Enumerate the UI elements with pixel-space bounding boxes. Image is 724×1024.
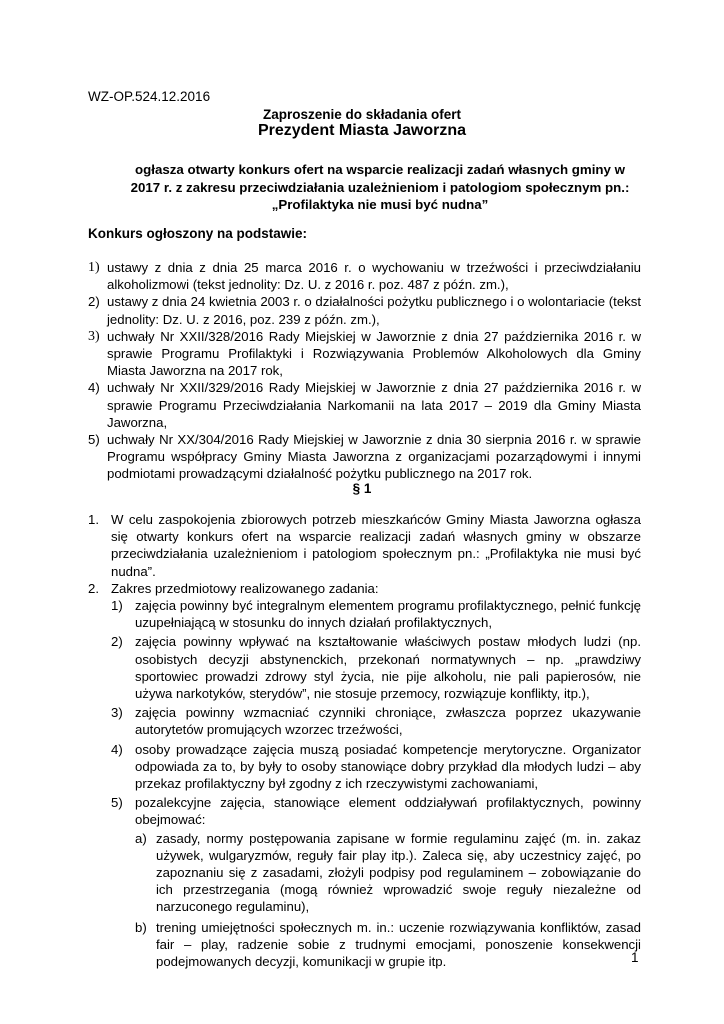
list-number: 2) xyxy=(111,634,123,650)
legal-basis-list xyxy=(88,259,641,483)
list-text: uchwały Nr XXII/329/2016 Rady Miejskiej w Jaworznie z dnia 27 października 2016 r. w sprawie Programu Przeciwdziałania Narkomanii na lata 2017 – 2019 dla Gminy Miasta Jaworzna, xyxy=(107,380,641,430)
list-number: 2) xyxy=(88,294,100,310)
announcement: ogłasza otwarty konkurs ofert na wsparcie realizacji zadań własnych gminy w 2017 r. z zakresu przeciwdziałania uzależnieniom i patologiom społecznym pn.: „Profilaktyka nie musi być nudna” xyxy=(130,162,630,212)
legal-basis-item-1 xyxy=(88,259,641,293)
legal-basis-item-2 xyxy=(88,293,641,327)
list-text: trening umiejętności społecznych m. in.: uczenie rozwiązywania konfliktów, zasad fair – play, radzenie sobie z trudnymi emocjami, ponoszenie konsekwencji podejmowanych decyzji, komunikacji w grupie itp. xyxy=(156,919,641,970)
scope-item-1 xyxy=(111,597,641,631)
scope-subitem-a xyxy=(135,830,641,916)
section-item-2 xyxy=(88,580,641,970)
document-reference: WZ-OP.524.12.2016 xyxy=(88,89,211,104)
page-number: 1 xyxy=(631,950,639,965)
list-letter: a) xyxy=(135,830,147,846)
list-number: 4) xyxy=(88,380,100,396)
list-text: uchwały Nr XX/304/2016 Rady Miejskiej w Jaworznie z dnia 30 sierpnia 2016 r. w sprawie Programu współpracy Gminy Miasta Jaworzna z organizacjami pozarządowymi i innymi podmiotami prowadzącymi działalność pożytku publicznego na 2017 rok. xyxy=(107,432,641,482)
legal-basis-item-4 xyxy=(88,379,641,431)
list-text: osoby prowadzące zajęcia muszą posiadać kompetencje merytoryczne. Organizator odpowiada za to, by były to osoby stanowiące dobry przykład dla młodych ludzi – aby przekaz profilaktyczny był zgodny z ich rzeczywistymi zachowaniami, xyxy=(135,741,641,792)
list-text: zajęcia powinny wzmacniać czynniki chroniące, zwłaszcza poprzez ukazywanie autorytetów promujących wzorzec trzeźwości, xyxy=(135,705,641,738)
list-number: 1) xyxy=(88,260,100,275)
section-mark: § 1 xyxy=(352,481,372,496)
list-letter: b) xyxy=(135,919,147,935)
scope-item-4 xyxy=(111,741,641,793)
list-text: zasady, normy postępowania zapisane w formie regulaminu zajęć (m. in. zakaz używek, wulgaryzmów, reguły fair play itp.). Zaleca się, aby uczestnicy zajęć, po zapoznaniu się z zasadami, złożyli podpisy pod regulaminem – zobowiązanie do ich przestrzegania (mogą również wprowadzić swoje reguły niezależne od narzuconego regulaminu), xyxy=(156,830,641,915)
list-text: zajęcia powinny wpływać na kształtowanie właściwych postaw młodych ludzi (np. osobistych decyzji abstynenckich, przekonań normatywnych – np. „prawdziwy sportowiec prowadzi zdrowy styl życia, nie pije alkoholu, nie pali papierosów, nie używa narkotyków, sterydów”, nie stosuje przemocy, rozwiązuje konflikty, itp.), xyxy=(135,634,641,702)
scope-list xyxy=(111,597,641,970)
mayor-title: Prezydent Miasta Jaworzna xyxy=(257,122,467,139)
section-1-list xyxy=(88,511,641,970)
scope-item-2 xyxy=(111,633,641,702)
section-item-1 xyxy=(88,511,641,580)
legal-basis-item-5 xyxy=(88,431,641,483)
list-text: uchwały Nr XXII/328/2016 Rady Miejskiej w Jaworznie z dnia 27 października 2016 r. w sprawie Programu Profilaktyki i Rozwiązywania Problemów Alkoholowych dla Gminy Miasta Jaworzna na 2017 rok, xyxy=(107,328,641,379)
list-number: 5) xyxy=(111,795,123,811)
legal-basis-item-3 xyxy=(88,328,641,380)
scope-subitem-b xyxy=(135,919,641,971)
scope-item-5 xyxy=(111,794,641,970)
list-number: 2. xyxy=(88,580,99,596)
list-number: 1. xyxy=(88,512,99,527)
invite-title: Zaproszenie do składania ofert xyxy=(262,107,462,122)
list-number: 5) xyxy=(88,432,100,448)
list-text: ustawy z dnia z dnia 25 marca 2016 r. o wychowaniu w trzeźwości i przeciwdziałaniu alkoholizmowi (tekst jednolity: Dz. U. z 2016 r. poz. 487 z późn. zm.), xyxy=(107,260,641,293)
list-text: pozalekcyjne zajęcia, stanowiące element oddziaływań profilaktycznych, powinny obejmować: xyxy=(135,795,641,828)
list-number: 4) xyxy=(111,741,123,757)
list-text: Zakres przedmiotowy realizowanego zadania: xyxy=(111,580,379,596)
scope-item-3 xyxy=(111,704,641,738)
list-text: W celu zaspokojenia zbiorowych potrzeb mieszkańców Gminy Miasta Jaworzna ogłasza się otwarty konkurs ofert na wsparcie realizacji zadań własnych gminy w obszarze przeciwdziałania uzależnieniom i patologiom społecznym pn.: „Profilaktyka nie musi być nudna”. xyxy=(111,512,641,579)
list-text: ustawy z dnia 24 kwietnia 2003 r. o działalności pożytku publicznego i o wolontariacie (tekst jednolity: Dz. U. z 2016, poz. 239 z późn. zm.), xyxy=(107,294,641,327)
list-text: zajęcia powinny być integralnym elementem programu profilaktycznego, pełnić funkcję uzupełniającą w stosunku do innych działań profilaktycznych, xyxy=(135,598,641,631)
list-number: 3) xyxy=(88,328,100,344)
list-number: 1) xyxy=(111,598,123,614)
list-number: 3) xyxy=(111,705,123,721)
basis-heading: Konkurs ogłoszony na podstawie: xyxy=(88,226,308,241)
